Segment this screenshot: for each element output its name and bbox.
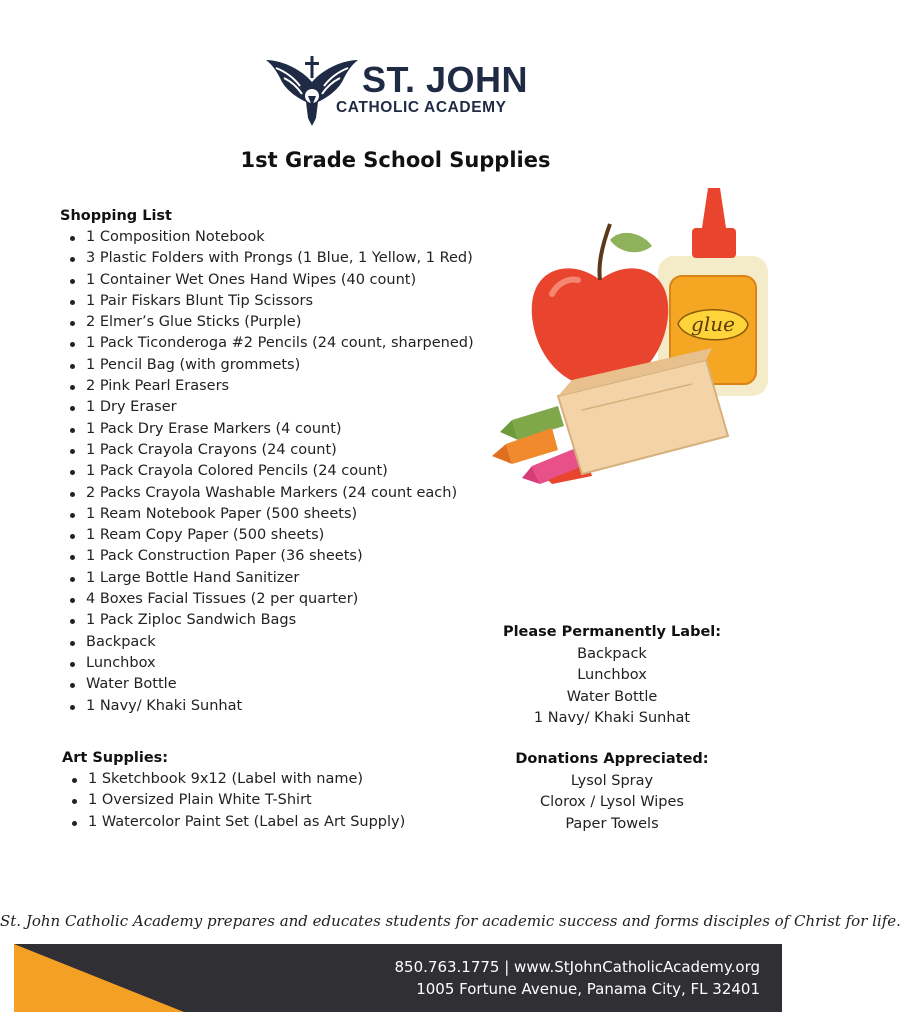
donation-item: Clorox / Lysol Wipes [540,794,684,810]
art-supplies-list [62,769,405,833]
shopping-list [60,227,474,717]
list-item: 2 Packs Crayola Washable Markers (24 count each) [60,483,474,504]
label-item: Water Bottle [566,688,658,705]
list-item: 1 Composition Notebook [60,227,474,248]
glue-label: glue [691,312,735,336]
list-item: 1 Large Bottle Hand Sanitizer [60,568,474,589]
list-item: 1 Oversized Plain White T-Shirt [62,790,405,811]
list-item: 1 Pack Ticonderoga #2 Pencils (24 count, sharpened) [60,333,474,354]
apple-icon [532,224,669,385]
list-item: 1 Ream Copy Paper (500 sheets) [60,525,474,546]
label-item: Backpack [577,645,647,662]
list-item: 1 Pack Construction Paper (36 sheets) [60,546,474,567]
list-item: 1 Pack Crayola Crayons (24 count) [60,440,474,461]
list-item: 3 Plastic Folders with Prongs (1 Blue, 1 Yellow, 1 Red) [60,248,474,269]
label-section-heading: Please Permanently Label: [502,624,722,640]
footer-address: 1005 Fortune Avenue, Panama City, FL 32401 [416,980,760,998]
school-subtitle: CATHOLIC ACADEMY [336,99,507,116]
donation-item: Lysol Spray [570,772,654,789]
footer-contact [395,956,761,1000]
donations-section [494,749,730,835]
list-item: 4 Boxes Facial Tissues (2 per quarter) [60,589,474,610]
list-item: 1 Pack Dry Erase Markers (4 count) [60,419,474,440]
list-item: 1 Sketchbook 9x12 (Label with name) [62,769,405,790]
footer-bar [14,944,782,1012]
label-item: Lunchbox [577,667,647,683]
school-name: ST. JOHN [362,59,529,100]
art-supplies-heading: Art Supplies: [62,750,169,766]
list-item: Lunchbox [60,653,474,674]
list-item: 1 Navy/ Khaki Sunhat [60,696,474,717]
list-item: Water Bottle [60,674,474,695]
list-item: 1 Watercolor Paint Set (Label as Art Supply) [62,812,405,833]
school-motto: St. John Catholic Academy prepares and educates students for academic success and forms disciples of Christ for life. [0,912,901,930]
list-item: 2 Elmer’s Glue Sticks (Purple) [60,312,474,333]
donations-heading: Donations Appreciated: [515,751,709,767]
list-item: 2 Pink Pearl Erasers [60,376,474,397]
footer-phone-website: 850.763.1775 | www.StJohnCatholicAcademy.org [394,958,760,976]
list-item: 1 Ream Notebook Paper (500 sheets) [60,504,474,525]
list-item: 1 Pack Crayola Colored Pencils (24 count) [60,461,474,482]
donation-item: Paper Towels [565,815,659,832]
school-logo [264,52,534,128]
label-section [494,622,730,730]
list-item: 1 Container Wet Ones Hand Wipes (40 count) [60,270,474,291]
shopping-list-heading: Shopping List [60,208,172,224]
list-item: 1 Pencil Bag (with grommets) [60,355,474,376]
page-title: 1st Grade School Supplies [240,148,551,172]
orange-accent-shape [14,944,184,1012]
list-item: 1 Pack Ziploc Sandwich Bags [60,610,474,631]
list-item: 1 Pair Fiskars Blunt Tip Scissors [60,291,474,312]
list-item: Backpack [60,632,474,653]
school-supplies-illustration [492,184,772,484]
list-item: 1 Dry Eraser [60,397,474,418]
label-item: 1 Navy/ Khaki Sunhat [533,710,691,726]
